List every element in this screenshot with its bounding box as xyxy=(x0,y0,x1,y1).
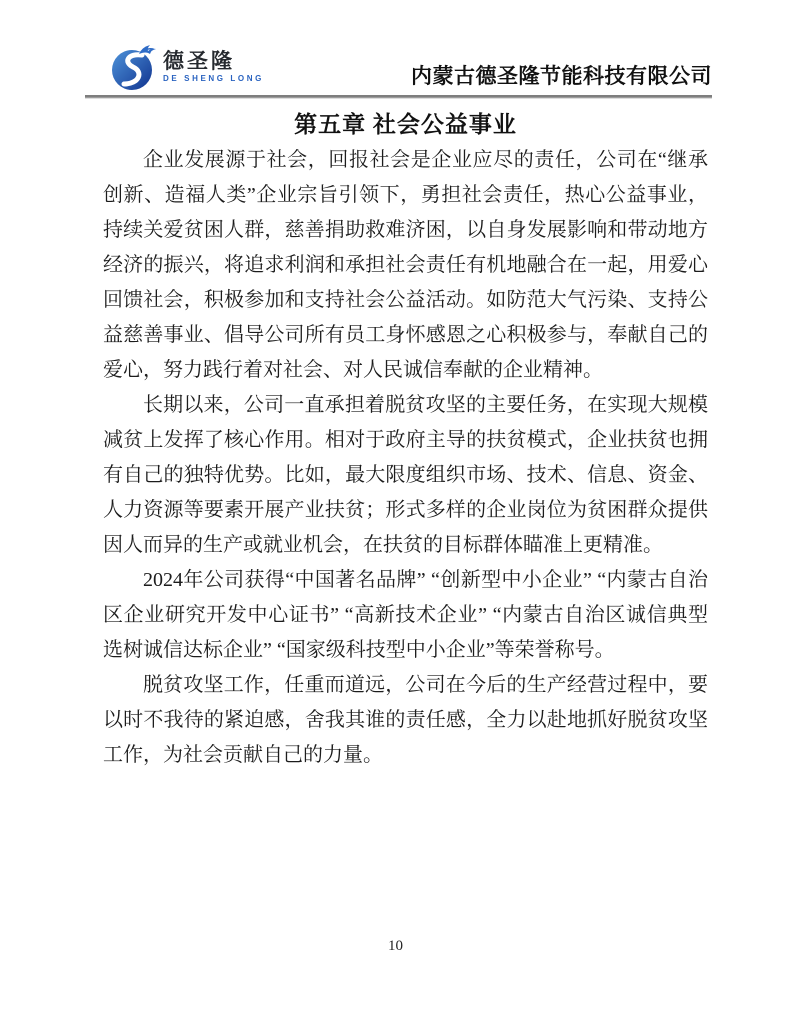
company-logo xyxy=(111,42,264,92)
page-header xyxy=(85,40,712,96)
page-number: 10 xyxy=(388,938,403,954)
header-divider xyxy=(85,95,712,99)
dragon-s-emblem-icon xyxy=(111,42,157,92)
paragraph: 企业发展源于社会，回报社会是企业应尽的责任，公司在“继承创新、造福人类”企业宗旨引领下，勇担社会责任，热心公益事业，持续关爱贫困人群，慈善捐助救难济困，以自身发展影响和带动地方经济的振兴，将追求利润和承担社会责任有机地融合在一起，用爱心回馈社会，积极参加和支持社会公益活动。如防范大气污染、支持公益慈善事业、倡导公司所有员工身怀感恩之心积极参与，奉献自己的爱心，努力践行着对社会、对人民诚信奉献的企业精神。 xyxy=(103,149,708,381)
company-name: 内蒙古德圣隆节能科技有限公司 xyxy=(411,64,712,88)
logo-text xyxy=(163,51,264,83)
document-body xyxy=(103,143,708,773)
logo-brand-en: DE SHENG LONG xyxy=(163,74,264,83)
paragraph: 2024年公司获得“中国著名品牌” “创新型中小企业” “内蒙古自治区企业研究开发中心证书” “高新技术企业” “内蒙古自治区诚信典型选树诚信达标企业” “国家级科技型中小企业”等荣誉称号。 xyxy=(103,569,708,661)
chapter-title: 第五章 社会公益事业 xyxy=(294,112,517,137)
paragraph: 脱贫攻坚工作，任重而道远，公司在今后的生产经营过程中，要以时不我待的紧迫感，舍我其谁的责任感，全力以赴地抓好脱贫攻坚工作，为社会贡献自己的力量。 xyxy=(103,674,708,766)
logo-brand-cn: 德圣隆 xyxy=(163,50,235,73)
paragraph: 长期以来，公司一直承担着脱贫攻坚的主要任务，在实现大规模减贫上发挥了核心作用。相对于政府主导的扶贫模式，企业扶贫也拥有自己的独特优势。比如，最大限度组织市场、技术、信息、资金、人力资源等要素开展产业扶贫；形式多样的企业岗位为贫困群众提供因人而异的生产或就业机会，在扶贫的目标群体瞄准上更精准。 xyxy=(103,394,708,556)
